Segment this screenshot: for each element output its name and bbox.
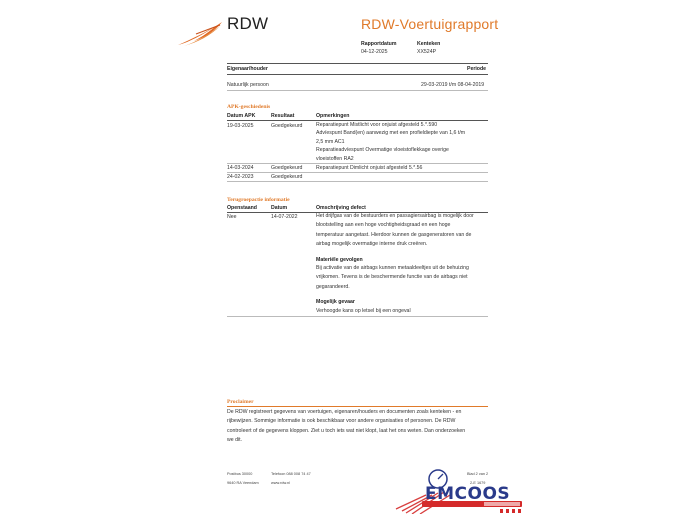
divider	[227, 316, 488, 317]
consequence-line: vrijkomen. Tevens is de beschermende functie van de airbags niet	[316, 274, 468, 281]
report-date-value: 04-12-2025	[361, 49, 388, 55]
divider	[227, 181, 488, 182]
disclaimer-line: De RDW registreert gegevens van voertuigen, eigenaren/houders en documenten zoals kenteken - en	[227, 409, 462, 415]
divider	[227, 406, 488, 407]
apk-row-date: 14-03-2024	[227, 165, 254, 171]
defect-line: airbag mogelijk overmatige interne druk creëren.	[316, 240, 428, 247]
remark-line: Advíespunt Band(en) aanwezig met een profieldiepte van 1,6 t/m	[316, 130, 466, 137]
recall-defect-description	[316, 212, 474, 249]
disclaimer-title: Proclaimer	[227, 399, 254, 405]
report-date-label: Rapportdatum	[361, 41, 397, 47]
document-title: RDW-Voertuigrapport	[361, 16, 499, 32]
apk-col-result: Resultaat	[271, 113, 295, 119]
apk-row-result: Goedgekeurd	[271, 165, 303, 171]
divider	[227, 74, 488, 75]
remark-line: vloeistoffen RA2	[316, 155, 354, 162]
footer-address: 9640 RA Veendam	[227, 481, 259, 485]
consequence-line: Bij activatie van de airbags kunnen metaaldeeltjes uit de behuizing	[316, 265, 469, 271]
defect-line: blootstelling aan een hoge vochtigheidsgraad en een hoge	[316, 222, 451, 229]
disclaimer-line: controleert of de gegevens kloppen. Ziet u toch iets wat niet klopt, laat het ons weten. Dan onderzoeken	[227, 427, 466, 434]
recall-col-defect: Omschrijving defect	[316, 205, 366, 211]
period-header: Periode	[467, 66, 487, 72]
divider	[227, 90, 488, 91]
consequences-text	[316, 264, 469, 292]
divider	[227, 63, 488, 64]
recall-col-open: Openstaand	[227, 205, 257, 211]
consequence-line: gegarandeerd.	[316, 283, 350, 290]
consequences-title: Materiële gevolgen	[316, 257, 363, 263]
rdw-logo-icon	[176, 20, 224, 48]
owner-header: Eigenaar/houder	[227, 66, 268, 72]
disclaimer-line: we dit.	[227, 436, 242, 443]
recall-open-value: Nee	[227, 214, 237, 220]
remark-line: Reparatiepunt Mistlicht voor onjuist afgesteld 5.*.590	[316, 122, 438, 128]
apk-row-date: 24-02-2023	[227, 174, 254, 180]
footer-postbus: Postbus 30000	[227, 472, 253, 476]
footer-page-number: Blad 2 van 2	[467, 472, 489, 476]
apk-row-date: 19-03-2025	[227, 123, 254, 129]
defect-line: temperatuur aangetast. Hierdoor kunnen de gasgeneratoren van de	[316, 231, 472, 238]
apk-col-remarks: Opmerkingen	[316, 113, 350, 119]
danger-title: Mogelijk gevaar	[316, 299, 355, 305]
recall-section-title: Terugroepactie informatie	[227, 197, 290, 203]
apk-col-date: Datum APK	[227, 113, 256, 119]
brand-name: RDW	[227, 14, 269, 33]
divider	[227, 172, 488, 173]
remark-line: 2,5 mm AC1	[316, 138, 345, 145]
recall-date-value: 14-07-2022	[271, 214, 298, 220]
emcoos-logo-text: EMCOOS	[425, 484, 511, 504]
apk-row-remarks: Reparatiepunt Dimlicht onjuist afgesteld 5.*.56	[316, 165, 423, 171]
apk-row-result: Goedgekeurd	[271, 174, 303, 180]
recall-col-date: Datum	[271, 205, 288, 211]
remark-line: Reparatieadvíespunt Overmatige vloeistoflekkage overige	[316, 147, 449, 154]
footer-code: 2-E 1679	[470, 481, 486, 485]
defect-line: Het drijfgas van de bestuurders en passagiersairbag is mogelijk door	[316, 213, 474, 219]
divider	[227, 163, 488, 164]
plate-label: Kenteken	[417, 41, 441, 47]
plate-value: XX524P	[417, 49, 437, 55]
apk-row-result: Goedgekeurd	[271, 123, 303, 129]
owner-period: 29-03-2019 t/m 08-04-2019	[421, 82, 485, 88]
apk-section-title: APK-geschiedenis	[227, 104, 271, 110]
owner-type: Natuurlijk persoon	[227, 82, 269, 88]
disclaimer-text	[227, 408, 465, 445]
disclaimer-line: rijbewijzen. Sommige informatie is ook beschikbaar voor andere organisaties of personen. De RDW	[227, 418, 456, 425]
footer-phone: Telefoon 088 008 74 47	[271, 472, 311, 476]
apk-row-remarks	[316, 121, 465, 163]
danger-text: Verhoogde kans op letsel bij een ongeval	[316, 308, 411, 314]
footer-website[interactable]: www.rdw.nl	[271, 481, 290, 485]
